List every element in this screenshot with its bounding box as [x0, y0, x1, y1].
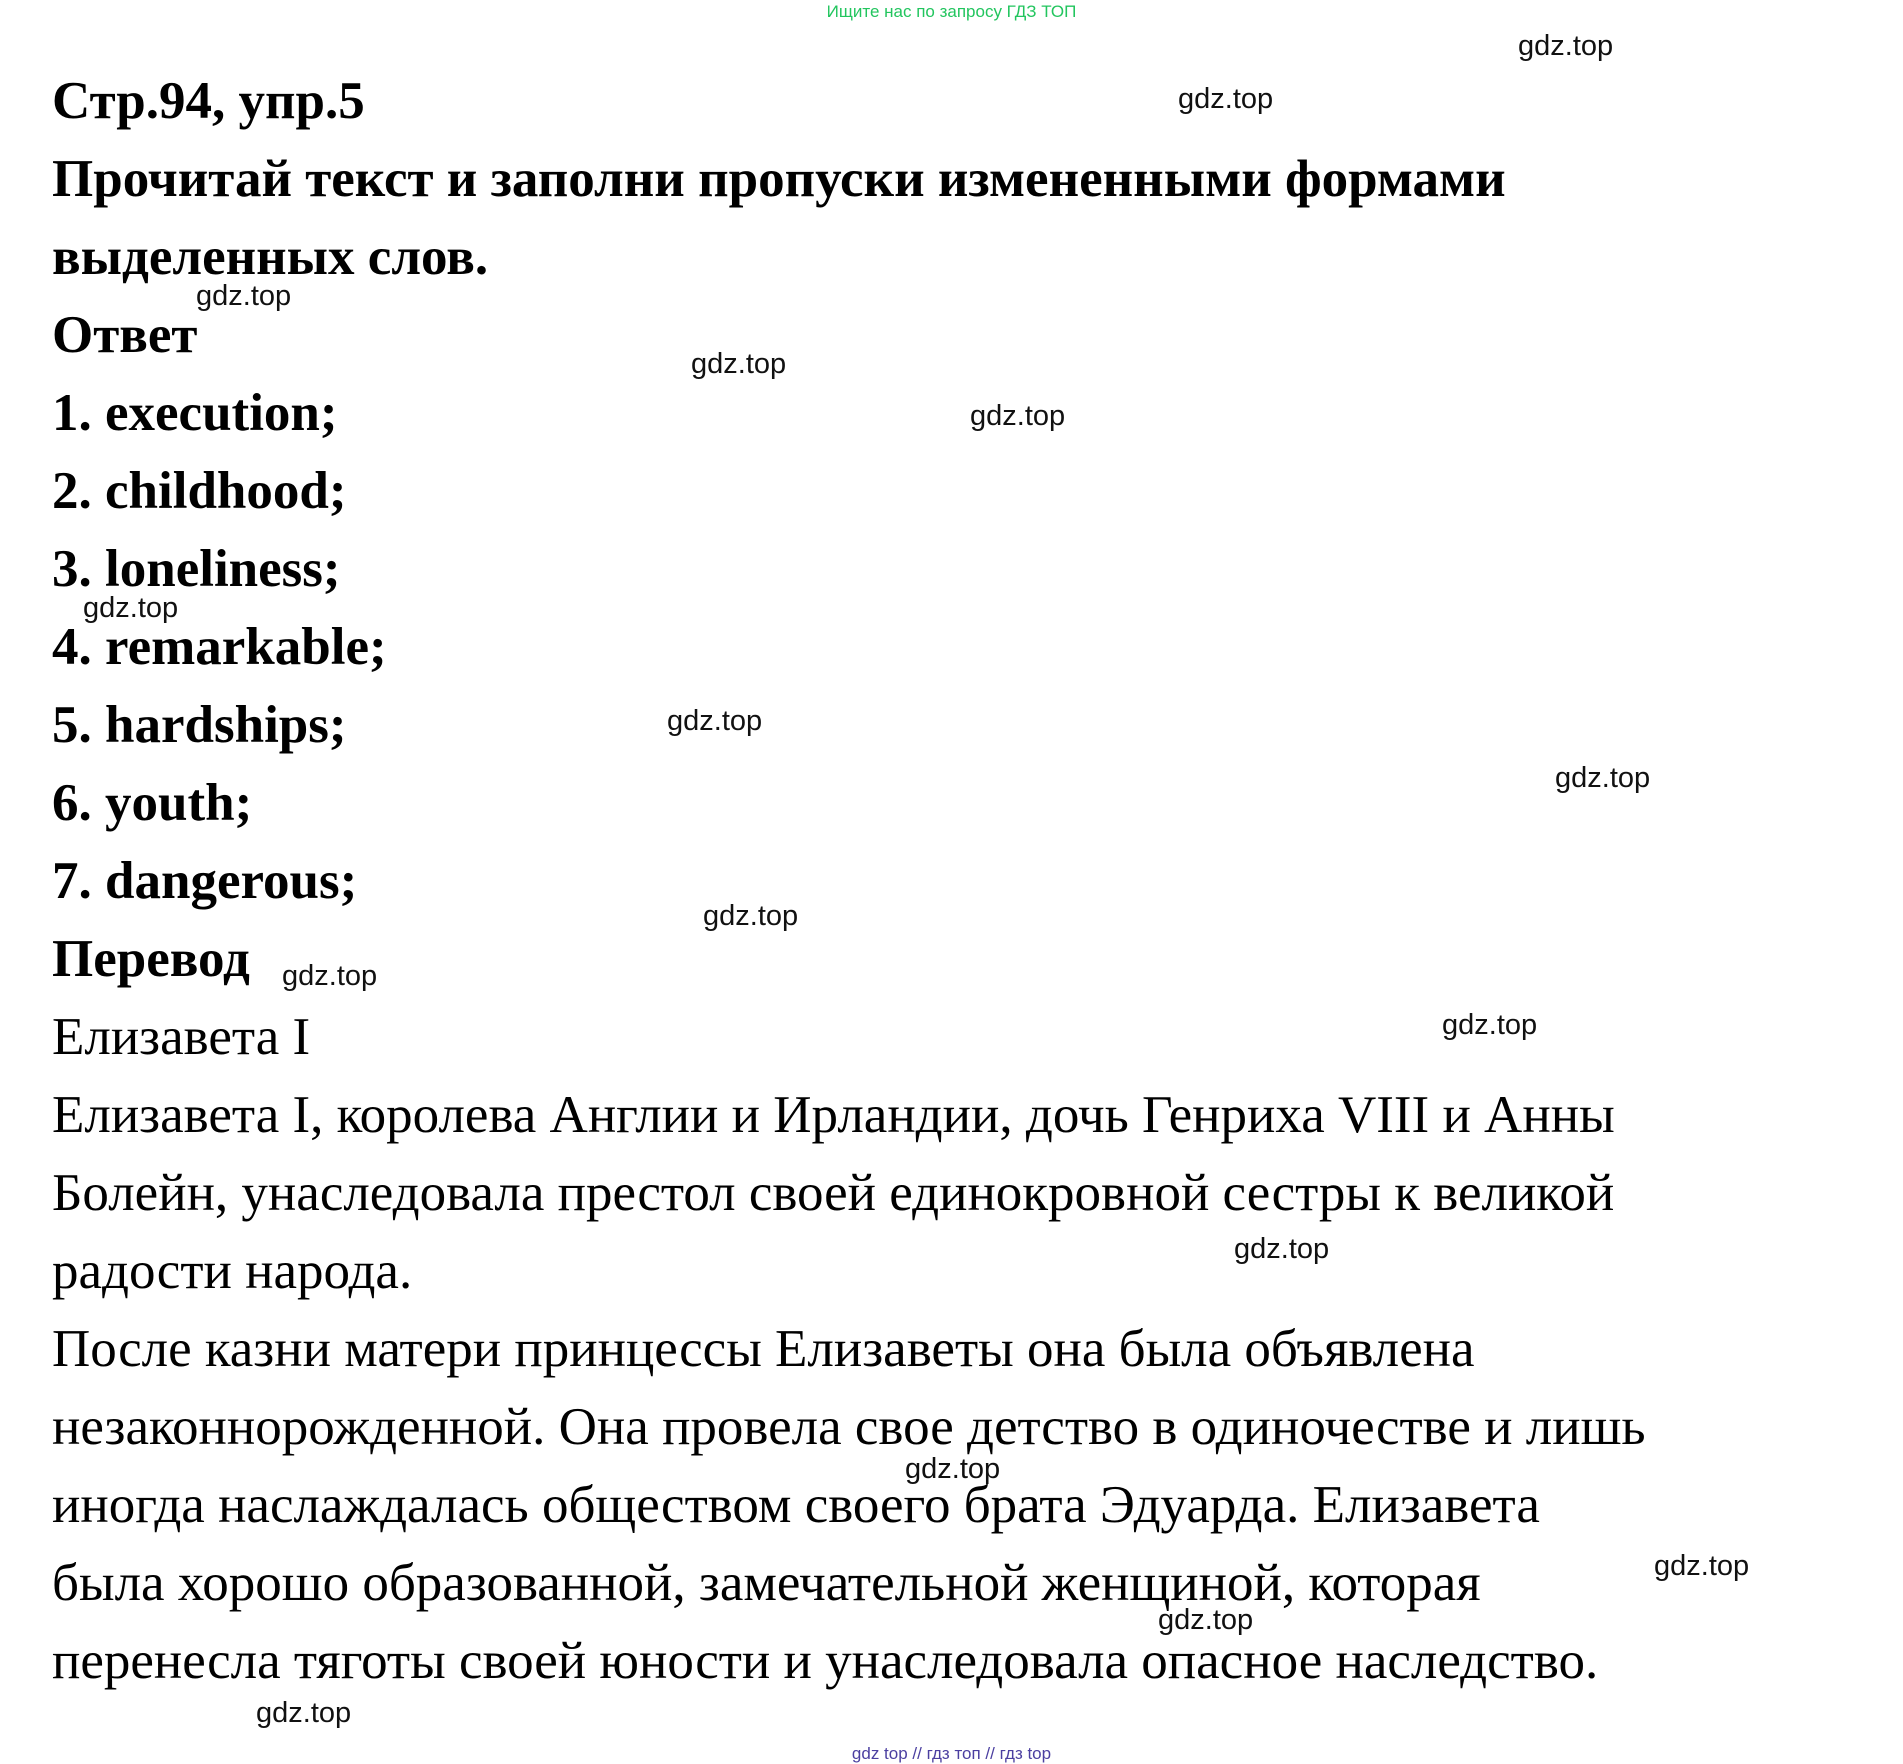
answer-item: 6. youth; [52, 774, 253, 832]
watermark: gdz.top [703, 900, 799, 932]
watermark: gdz.top [905, 1453, 1001, 1485]
watermark: gdz.top [1555, 762, 1651, 794]
translation-line: Болейн, унаследовала престол своей единокровной сестры к великой [52, 1164, 1615, 1222]
answer-item: 7. dangerous; [52, 852, 358, 910]
translation-line: перенесла тяготы своей юности и унаследовала опасное наследство. [52, 1632, 1599, 1690]
answer-item: 4. remarkable; [52, 618, 387, 676]
watermark: gdz.top [282, 960, 378, 992]
watermark: gdz.top [1158, 1604, 1254, 1636]
translation-line: иногда наслаждалась обществом своего брата Эдуарда. Елизавета [52, 1476, 1540, 1534]
task-line-1: Прочитай текст и заполни пропуски измененными формами [52, 150, 1506, 208]
search-banner: Ищите нас по запросу ГДЗ ТОП [826, 2, 1077, 21]
watermark: gdz.top [1178, 83, 1274, 115]
answer-item: 3. loneliness; [52, 540, 341, 598]
translation-line: После казни матери принцессы Елизаветы она была объявлена [52, 1320, 1475, 1378]
watermark: gdz.top [691, 348, 787, 380]
watermark: gdz.top [1442, 1009, 1538, 1041]
answer-item: 2. childhood; [52, 462, 347, 520]
translation-line: незаконнорожденной. Она провела свое детство в одиночестве и лишь [52, 1398, 1646, 1456]
watermark: gdz.top [1234, 1233, 1330, 1265]
watermark: gdz.top [196, 280, 292, 312]
answer-label: Ответ [52, 306, 198, 364]
watermark: gdz.top [1654, 1550, 1750, 1582]
watermark: gdz.top [83, 592, 179, 624]
answer-item: 5. hardships; [52, 696, 347, 754]
task-line-2: выделенных слов. [52, 228, 489, 286]
answer-item: 1. execution; [52, 384, 338, 442]
watermark: gdz.top [667, 705, 763, 737]
translation-label: Перевод [52, 930, 250, 988]
translation-line: Елизавета I, королева Англии и Ирландии, дочь Генриха VIII и Анны [52, 1086, 1615, 1144]
translation-line: была хорошо образованной, замечательной женщиной, которая [52, 1554, 1481, 1612]
footer-links: gdz top // гдз топ // гдз top [851, 1744, 1052, 1763]
translation-title: Елизавета I [52, 1008, 311, 1066]
page-title: Стр.94, упр.5 [52, 72, 365, 130]
translation-line: радости народа. [52, 1242, 413, 1300]
watermark: gdz.top [970, 400, 1066, 432]
watermark: gdz.top [1518, 30, 1614, 62]
watermark: gdz.top [256, 1697, 352, 1729]
